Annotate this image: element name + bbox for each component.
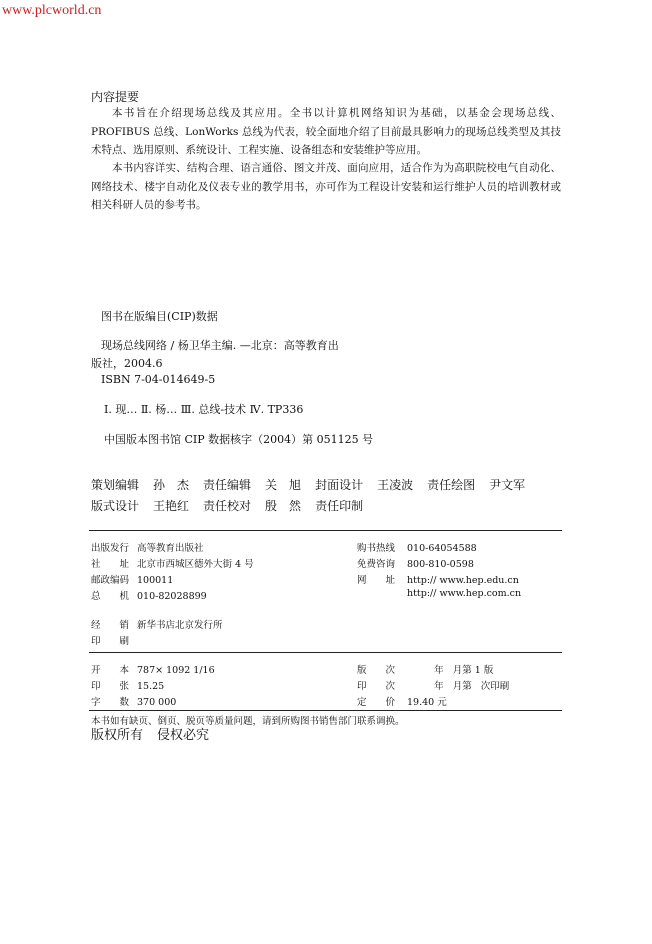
- cip-title-line: 现场总线网络 / 杨卫华主编. —北京：高等教育出: [101, 339, 339, 352]
- abstract-paragraph-2: 本书内容详实、结构合理、语言通俗、图文并茂、面向应用，适合作为为高职院校电气自动化、网络技术、楼宇自动化及仪表专业的教学用书，亦可作为工程设计安装和运行维护人员的培训教材或相关科研人员的参考书。: [91, 162, 561, 211]
- abstract-paragraph-1: 本书旨在介绍现场总线及其应用。全书以计算机网络知识为基础，以基金会现场总线、PROFIBUS 总线、LonWorks 总线为代表，较全面地介绍了目前最具影响力的现场总线类型及其技术特点、选用原则、系统设计、工程实施、设备组态和安装维护等应用。: [91, 107, 561, 156]
- credit-item: 封面设计: [315, 478, 364, 492]
- spec-row-sheets: 印 张 15.25: [91, 681, 165, 692]
- pub-row-website-2: http:// www.hep.com.cn: [407, 588, 522, 599]
- spec-row-printing: 印 次 年 月第 次印刷: [357, 681, 510, 692]
- divider-middle: [89, 652, 562, 653]
- credit-item: 孙 杰: [153, 478, 190, 492]
- pub-row-switchboard: 总 机 010-82028899: [91, 591, 207, 602]
- pub-row-address: 社 址 北京市西城区德外大街 4 号: [91, 559, 254, 570]
- credit-item: 关 旭: [265, 478, 302, 492]
- credits-row-1: [91, 476, 539, 493]
- spec-row-format: 开 本 787× 1092 1/16: [91, 665, 215, 676]
- pub-row-publisher: 出版发行 高等教育出版社: [91, 543, 204, 554]
- credit-item: 尹文军: [489, 478, 526, 492]
- spec-row-price: 定 价 19.40 元: [357, 697, 447, 708]
- pub-row-consult: 免费咨询 800-810-0598: [357, 559, 474, 570]
- credit-item: 王艳红: [153, 499, 190, 513]
- divider-bottom: [89, 710, 562, 711]
- copyright-statement: [91, 724, 223, 743]
- pub-row-distributor: 经 销 新华书店北京发行所: [91, 620, 223, 631]
- rights-text: 版权所有: [91, 728, 144, 743]
- credit-item: 责任校对: [203, 499, 252, 513]
- cip-classification: Ⅰ. 现… Ⅱ. 杨… Ⅲ. 总线-技术 Ⅳ. TP336: [104, 403, 304, 416]
- pub-row-postcode: 邮政编码 100011: [91, 575, 174, 586]
- pub-row-website: 网 址 http:// www.hep.edu.cn: [357, 575, 519, 586]
- credit-item: 王凌波: [377, 478, 414, 492]
- cip-core-number: 中国版本图书馆 CIP 数据核字（2004）第 051125 号: [104, 433, 374, 446]
- credit-item: 责任印制: [315, 499, 364, 513]
- credit-item: 责任绘图: [427, 478, 476, 492]
- credits-row-2: [91, 497, 377, 514]
- watermark: www.plcworld.cn: [2, 3, 102, 18]
- credit-item: 版式设计: [91, 499, 140, 513]
- divider-top: [89, 530, 562, 531]
- pub-row-hotline: 购书热线 010-64054588: [357, 543, 477, 554]
- cip-isbn: ISBN 7-04-014649-5: [101, 373, 216, 386]
- credit-item: 责任编辑: [203, 478, 252, 492]
- cip-publisher-line: 版社，2004.6: [91, 357, 163, 370]
- quality-notice: 本书如有缺页、倒页、脱页等质量问题，请到所购图书销售部门联系调换。: [91, 716, 405, 727]
- credit-item: 殷 然: [265, 499, 302, 513]
- spec-row-words: 字 数 370 000: [91, 697, 177, 708]
- abstract-title: 内容提要: [91, 90, 140, 104]
- pub-row-printer: 印 刷: [91, 636, 130, 647]
- cip-heading: 图书在版编目(CIP)数据: [101, 310, 218, 323]
- credit-item: 策划编辑: [91, 478, 140, 492]
- rights-text: 侵权必究: [157, 728, 210, 743]
- spec-row-edition: 版 次 年 月第 1 版: [357, 665, 494, 676]
